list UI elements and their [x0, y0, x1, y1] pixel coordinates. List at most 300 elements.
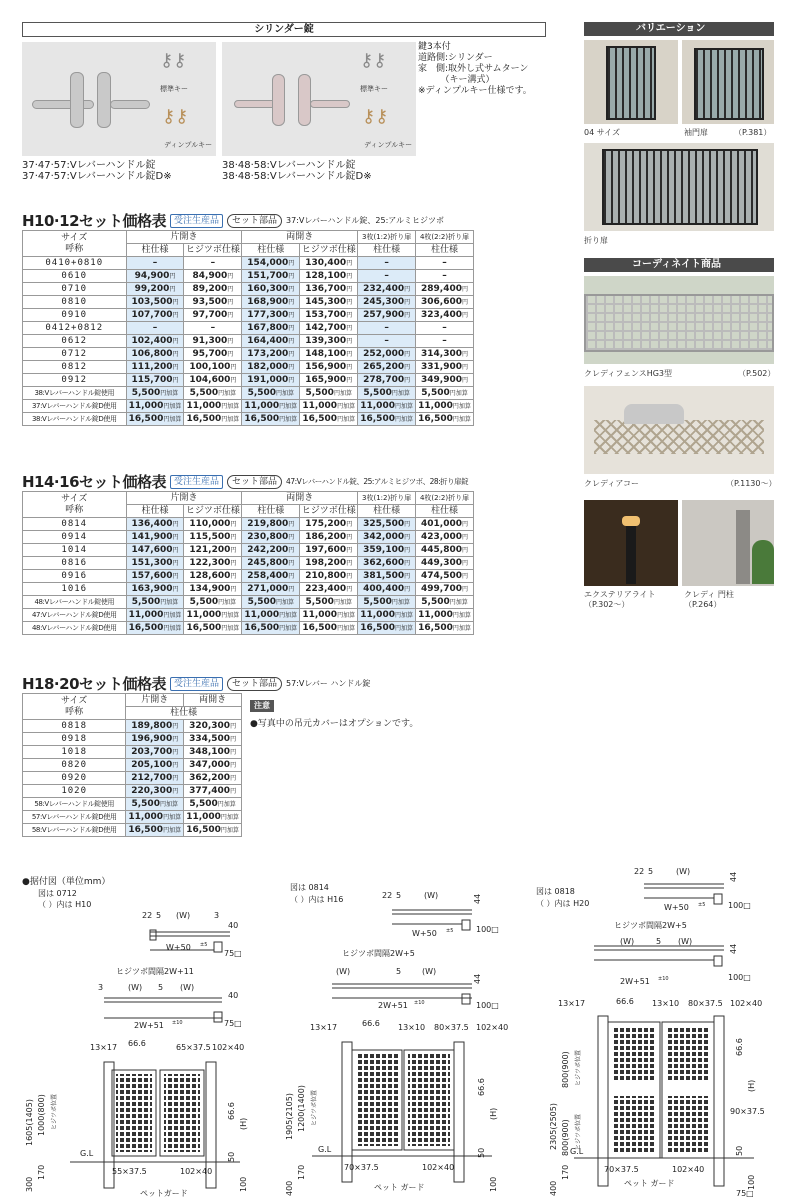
option-price-cell: 5,500円加算: [300, 387, 358, 400]
price-cell: 173,200円: [242, 348, 300, 361]
pet-guard-label: ペットガード: [140, 1189, 188, 1198]
table-row: [23, 296, 474, 309]
variation-folding-gate-image: [584, 143, 774, 231]
made-to-order-badge: 受注生産品: [170, 677, 223, 691]
size-code-cell: 0710: [23, 283, 127, 296]
price-cell: 91,300円: [184, 335, 242, 348]
option-label-cell: 48:Vレバーハンドル錠使用: [23, 596, 127, 609]
light-post-icon: [626, 520, 636, 584]
dim-65x37: 65×37.5: [176, 1043, 211, 1052]
variation-heading: バリエーション: [584, 22, 774, 36]
gate-post-icon: [736, 510, 750, 584]
table-row: [23, 772, 242, 785]
option-price-cell: 11,000円加算: [416, 400, 474, 413]
price-cell: 164,400円: [242, 335, 300, 348]
price-cell: 139,300円: [300, 335, 358, 348]
option-price-cell: 5,500円加算: [242, 596, 300, 609]
dimple-key-icon: ⚷⚷: [162, 106, 189, 127]
table-row: [23, 733, 242, 746]
price-cell: 401,000円: [416, 518, 474, 531]
size-code-cell: 0712: [23, 348, 127, 361]
note-text: ●写真中の吊元カバーはオプションです。: [250, 719, 419, 729]
post-spec-header: 柱仕様: [416, 505, 474, 518]
size-header: サイズ 呼称: [23, 492, 127, 518]
option-price-cell: 5,500円加算: [358, 387, 416, 400]
dim-height-total: 1605(1405): [25, 1099, 34, 1146]
price-cell: 423,000円: [416, 531, 474, 544]
option-price-cell: 11,000円加算: [126, 811, 184, 824]
post-spec-header: 柱仕様: [126, 707, 242, 720]
option-price-cell: 16,500円加算: [416, 413, 474, 426]
dim-75sq: 75□: [736, 1189, 754, 1198]
table-row: [23, 759, 242, 772]
dim-44b: 44: [473, 973, 482, 984]
dim-66-right: 66.6: [735, 1038, 744, 1056]
dimple-key-label: ディンプルキー: [164, 141, 213, 149]
price-cell: 245,800円: [242, 557, 300, 570]
fold3-header: 3枚(1:2)折り扉: [358, 231, 416, 244]
variation-side-gate-label: 袖門扉: [684, 128, 708, 137]
hinge-position-label: ヒジツボ位置: [575, 1049, 582, 1086]
option-price-cell: 5,500円加算: [416, 596, 474, 609]
price-cell: 147,600円: [126, 544, 184, 557]
table-row: [23, 335, 474, 348]
option-price-cell: 5,500円加算: [184, 596, 242, 609]
price-cell: 128,600円: [184, 570, 242, 583]
price-cell: 223,400円: [300, 583, 358, 596]
made-to-order-badge: 受注生産品: [170, 475, 223, 489]
option-price-cell: 11,000円加算: [126, 609, 184, 622]
hinge-spec-header: ヒジツボ仕様: [185, 505, 240, 516]
option-row: [23, 387, 474, 400]
price-cell: –: [358, 322, 416, 335]
price-cell: 342,000円: [358, 531, 416, 544]
option-label-cell: 38:Vレバーハンドル錠D使用: [23, 413, 127, 426]
dim-100sq-b: 100□: [476, 1001, 499, 1010]
dimple-key-icon: ⚷⚷: [362, 106, 389, 127]
dim-100sq: 100□: [728, 901, 751, 910]
dim-66: 66.6: [362, 1019, 380, 1028]
option-price-cell: 5,500円加算: [126, 596, 184, 609]
price-cell: 167,800円: [242, 322, 300, 335]
table-row: [23, 557, 474, 570]
dim-w50: W+50: [412, 929, 437, 938]
dim-102x40: 102×40: [476, 1023, 509, 1032]
price-cell: –: [416, 270, 474, 283]
price-cell: 289,400円: [416, 283, 474, 296]
dim-2w51: 2W+51: [378, 1001, 408, 1010]
price-cell: 136,700円: [300, 283, 358, 296]
gate-panel-icon: [602, 149, 758, 225]
price-cell: 128,100円: [300, 270, 358, 283]
price-cell: 265,200円: [358, 361, 416, 374]
option-row: [23, 811, 242, 824]
price-cell: 325,500円: [358, 518, 416, 531]
credi-accordion-label: クレディアコー: [584, 479, 639, 488]
price-cell: 205,100円: [126, 759, 184, 772]
size-code-cell: 1020: [23, 785, 126, 798]
price-cell: 177,300円: [242, 309, 300, 322]
dim-102x40: 102×40: [212, 1043, 245, 1052]
dim-tol2: ±10: [172, 1020, 183, 1026]
price-cell: 212,700円: [126, 772, 184, 785]
price-cell: 331,900円: [416, 361, 474, 374]
price-cell: 121,200円: [184, 544, 242, 557]
coordinate-heading: コーディネイト商品: [584, 258, 774, 272]
option-price-cell: 11,000円加算: [358, 400, 416, 413]
table-row: [23, 283, 474, 296]
installation-drawing-h10: [0, 880, 262, 1202]
installation-drawing-h20: [524, 860, 786, 1202]
table-row: [23, 720, 242, 733]
post-spec-header: 柱仕様: [358, 505, 416, 518]
dim-hinge-pitch: ヒジツボ間隔2W+5: [614, 921, 687, 930]
dim-w50: W+50: [166, 943, 191, 952]
dim-400: 400: [549, 1180, 558, 1196]
dim-height-upper: 800(900): [561, 1051, 570, 1088]
price-cell: 154,000円: [242, 257, 300, 270]
dim-50: 50: [735, 1145, 744, 1156]
price-cell: 99,200円: [126, 283, 184, 296]
option-price-cell: 5,500円加算: [126, 387, 184, 400]
table-row: [23, 270, 474, 283]
post-spec-header: 柱仕様: [126, 505, 184, 518]
hinge-spec-header: ヒジツボ仕様: [301, 244, 356, 255]
fig-label: 図は 0814: [290, 883, 329, 892]
price-cell: 141,900円: [126, 531, 184, 544]
dim-75sq: 75□: [224, 949, 242, 958]
dim-44: 44: [473, 893, 482, 904]
gate-post-label: クレディ 門柱 （P.264）: [684, 590, 734, 609]
single-swing-header: 片開き: [126, 231, 242, 244]
dim-66-right: 66.6: [227, 1102, 236, 1120]
dim-5: 5: [156, 911, 162, 920]
dim-70x37: 70×37.5: [604, 1165, 639, 1174]
price-cell: 165,900円: [300, 374, 358, 387]
dim-tol: ±5: [698, 902, 706, 908]
post-spec-header: 柱仕様: [358, 244, 416, 257]
table-row: [23, 746, 242, 759]
price-cell: 349,900円: [416, 374, 474, 387]
variation-side-gate-image: [682, 40, 774, 124]
price-cell: 156,900円: [300, 361, 358, 374]
dim-w-left: (W): [336, 967, 351, 976]
option-price-cell: 5,500円加算: [184, 387, 242, 400]
dim-170: 170: [561, 1164, 570, 1180]
h10-price-table: [22, 230, 474, 426]
dim-3b: 3: [98, 983, 104, 992]
price-cell: 134,900円: [184, 583, 242, 596]
dim-height-lower: 800(900): [561, 1119, 570, 1156]
size-code-cell: 0914: [23, 531, 127, 544]
option-price-cell: 5,500円加算: [242, 387, 300, 400]
table-row: [23, 518, 474, 531]
option-row: [23, 596, 474, 609]
table-row: [23, 531, 474, 544]
option-price-cell: 16,500円加算: [184, 622, 242, 635]
dim-400: 400: [285, 1180, 294, 1196]
post-spec-header: 柱仕様: [242, 505, 300, 518]
option-price-cell: 16,500円加算: [358, 622, 416, 635]
size-code-cell: 0612: [23, 335, 127, 348]
set-parts-badge: セット部品: [227, 214, 282, 228]
price-cell: 110,000円: [184, 518, 242, 531]
double-swing-header: 両開き: [242, 231, 358, 244]
price-cell: –: [126, 257, 184, 270]
dim-13x10: 13×10: [398, 1023, 426, 1032]
dim-5b: 5: [656, 937, 662, 946]
price-cell: –: [184, 322, 242, 335]
option-price-cell: 16,500円加算: [416, 622, 474, 635]
dimple-key-label: ディンプルキー: [364, 141, 413, 149]
thumb-turn-icon: [298, 74, 311, 126]
option-price-cell: 11,000円加算: [416, 609, 474, 622]
option-price-cell: 5,500円加算: [300, 596, 358, 609]
dim-13x17: 13×17: [310, 1023, 338, 1032]
dim-hinge-pitch: ヒジツボ間隔2W+11: [116, 967, 194, 976]
dim-50: 50: [227, 1151, 236, 1162]
price-cell: 232,400円: [358, 283, 416, 296]
caption-right: 38·48·58:Vレバーハンドル錠 38·48·58:Vレバーハンドル錠D※: [222, 160, 372, 182]
gate-panel-icon: [606, 46, 656, 120]
size-code-cell: 0814: [23, 518, 127, 531]
price-cell: 278,700円: [358, 374, 416, 387]
dim-h: (H): [747, 1079, 756, 1092]
h10-title: H10·12セット価格表: [22, 212, 167, 230]
price-cell: 151,300円: [126, 557, 184, 570]
light-glow-icon: [622, 516, 640, 526]
lever-handle-icon: [310, 100, 350, 108]
dim-w: (W): [676, 867, 691, 876]
size-code-cell: 1014: [23, 544, 127, 557]
price-cell: 97,700円: [184, 309, 242, 322]
price-cell: 334,500円: [184, 733, 242, 746]
dim-102x40: 102×40: [730, 999, 763, 1008]
escutcheon-icon: [272, 74, 285, 126]
price-cell: 474,500円: [416, 570, 474, 583]
dim-102x40-b: 102×40: [422, 1163, 455, 1172]
dim-66: 66.6: [128, 1039, 146, 1048]
set-parts-note: 47:Vレバーハンドル錠、25:アルミヒジツボ、28:折り扉錠: [286, 477, 469, 486]
price-cell: –: [416, 257, 474, 270]
price-cell: 230,800円: [242, 531, 300, 544]
set-parts-note: 57:Vレバー ハンドル錠: [286, 679, 371, 688]
dim-170: 170: [297, 1164, 306, 1180]
dim-tol: ±5: [446, 928, 454, 934]
option-price-cell: 11,000円加算: [184, 609, 242, 622]
price-cell: 106,800円: [126, 348, 184, 361]
pet-guard-label: ペット ガード: [624, 1179, 675, 1188]
size-code-cell: 0810: [23, 296, 127, 309]
single-swing-header: 片開き: [126, 694, 184, 707]
accordion-gate-icon: [594, 420, 764, 454]
option-price-cell: 16,500円加算: [242, 413, 300, 426]
dim-w-right: (W): [678, 937, 693, 946]
variation-04-size-image: [584, 40, 678, 124]
price-cell: 348,100円: [184, 746, 242, 759]
dim-w-right: (W): [180, 983, 195, 992]
fence-icon: [584, 294, 774, 352]
dim-80x37: 80×37.5: [434, 1023, 469, 1032]
price-cell: –: [184, 257, 242, 270]
price-cell: 145,300円: [300, 296, 358, 309]
price-cell: 362,200円: [184, 772, 242, 785]
dim-hinge-pitch: ヒジツボ間隔2W+5: [342, 949, 415, 958]
dim-height-total: 2305(2505): [549, 1103, 558, 1150]
single-swing-header: 片開き: [126, 492, 242, 505]
price-cell: 142,700円: [300, 322, 358, 335]
h14-price-table: [22, 491, 474, 635]
price-cell: 151,700円: [242, 270, 300, 283]
table-row: [23, 322, 474, 335]
dim-w-right: (W): [422, 967, 437, 976]
price-cell: 153,700円: [300, 309, 358, 322]
option-price-cell: 11,000円加算: [184, 400, 242, 413]
price-cell: 196,900円: [126, 733, 184, 746]
standard-key-label: 標準キー: [160, 85, 188, 93]
option-row: [23, 609, 474, 622]
price-cell: 359,100円: [358, 544, 416, 557]
option-price-cell: 16,500円加算: [300, 413, 358, 426]
option-label-cell: 38:Vレバーハンドル錠使用: [23, 387, 127, 400]
price-cell: 219,800円: [242, 518, 300, 531]
option-row: [23, 413, 474, 426]
post-spec-header: 柱仕様: [126, 244, 184, 257]
dim-22: 22: [142, 911, 153, 920]
price-cell: 122,300円: [184, 557, 242, 570]
option-label-cell: 48:Vレバーハンドル錠D使用: [23, 622, 127, 635]
price-cell: 314,300円: [416, 348, 474, 361]
hinge-spec-header: ヒジツボ仕様: [301, 505, 356, 516]
exterior-light-label: エクステリアライト （P.302～）: [584, 590, 656, 609]
dim-100sq-b: 100□: [728, 973, 751, 982]
price-cell: 94,900円: [126, 270, 184, 283]
h14-header: [22, 471, 468, 492]
size-code-cell: 0920: [23, 772, 126, 785]
gl-label: G.L: [318, 1145, 332, 1154]
dim-102x40-b: 102×40: [672, 1165, 705, 1174]
dim-55x37: 55×37.5: [112, 1167, 147, 1176]
dim-22: 22: [634, 867, 645, 876]
hinge-position-label: ヒジツボ位置: [311, 1089, 318, 1126]
option-label-cell: 58:Vレバーハンドル錠使用: [23, 798, 126, 811]
gl-label: G.L: [80, 1149, 94, 1158]
fig-label: 図は 0712: [38, 889, 77, 898]
dim-w: (W): [424, 891, 439, 900]
option-price-cell: 16,500円加算: [300, 622, 358, 635]
h18-price-table: [22, 693, 242, 837]
dim-100sq: 100□: [476, 925, 499, 934]
price-cell: 111,200円: [126, 361, 184, 374]
price-cell: –: [416, 335, 474, 348]
price-cell: 95,700円: [184, 348, 242, 361]
car-icon: [624, 404, 684, 424]
price-cell: –: [126, 322, 184, 335]
pet-guard-label: ペット ガード: [374, 1183, 425, 1192]
size-code-cell: 0812: [23, 361, 127, 374]
table-row: [23, 570, 474, 583]
dim-44: 44: [729, 871, 738, 882]
price-cell: –: [358, 257, 416, 270]
dim-2w51: 2W+51: [620, 977, 650, 986]
thumb-turn-icon: [97, 72, 111, 128]
option-price-cell: 11,000円加算: [126, 400, 184, 413]
table-row: [23, 544, 474, 557]
set-parts-badge: セット部品: [227, 677, 282, 691]
size-code-cell: 1018: [23, 746, 126, 759]
price-cell: 203,700円: [126, 746, 184, 759]
fold3-header: 3枚(1:2)折り扉: [358, 492, 416, 505]
price-cell: 242,200円: [242, 544, 300, 557]
set-parts-note: 37:Vレバーハンドル錠、25:アルミヒジツボ: [286, 216, 444, 225]
price-cell: 499,700円: [416, 583, 474, 596]
credi-accordion-page: （P.1130～）: [726, 479, 777, 488]
h18-title: H18·20セット価格表: [22, 675, 167, 693]
option-price-cell: 5,500円加算: [126, 798, 184, 811]
dim-40: 40: [228, 921, 239, 930]
dim-height-gate: 1000(800): [37, 1094, 46, 1136]
double-swing-header: 両開き: [184, 694, 242, 707]
dim-40b: 40: [228, 991, 239, 1000]
hinge-position-label: ヒジツボ位置: [51, 1093, 58, 1130]
dim-13x17: 13×17: [558, 999, 586, 1008]
option-price-cell: 11,000円加算: [358, 609, 416, 622]
option-price-cell: 16,500円加算: [126, 622, 184, 635]
option-price-cell: 11,000円加算: [242, 609, 300, 622]
hinge-spec-header: ヒジツボ仕様: [185, 244, 240, 255]
size-code-cell: 0610: [23, 270, 127, 283]
dim-100: 100: [747, 1174, 756, 1190]
size-header: サイズ 呼称: [23, 694, 126, 720]
dim-2w51: 2W+51: [134, 1021, 164, 1030]
size-code-cell: 0818: [23, 720, 126, 733]
size-code-cell: 0816: [23, 557, 127, 570]
size-code-cell: 0912: [23, 374, 127, 387]
dim-100: 100: [489, 1176, 498, 1192]
price-cell: 445,800円: [416, 544, 474, 557]
lever-handle-photo-left: [22, 42, 216, 156]
option-price-cell: 11,000円加算: [300, 609, 358, 622]
table-row: [23, 785, 242, 798]
dim-170: 170: [37, 1164, 46, 1180]
option-price-cell: 16,500円加算: [184, 824, 242, 837]
h14-title: H14·16セット価格表: [22, 473, 167, 491]
dim-height-gate: 1200(1400): [297, 1085, 306, 1132]
price-cell: 198,200円: [300, 557, 358, 570]
dim-102x40-b: 102×40: [180, 1167, 213, 1176]
price-cell: 245,300円: [358, 296, 416, 309]
option-row: [23, 798, 242, 811]
note-heading: 注意: [250, 700, 274, 712]
option-label-cell: 58:Vレバーハンドル錠D使用: [23, 824, 126, 837]
dim-3: 3: [214, 911, 220, 920]
price-cell: 210,800円: [300, 570, 358, 583]
price-cell: 186,200円: [300, 531, 358, 544]
price-cell: 89,200円: [184, 283, 242, 296]
plant-icon: [752, 540, 774, 584]
dim-66-right: 66.6: [477, 1078, 486, 1096]
option-label-cell: 37:Vレバーハンドル錠D使用: [23, 400, 127, 413]
dim-75sq-b: 75□: [224, 1019, 242, 1028]
price-cell: 381,500円: [358, 570, 416, 583]
option-row: [23, 622, 474, 635]
gate-post-image: [682, 500, 774, 586]
dim-90x37: 90×37.5: [730, 1107, 765, 1116]
h10-header: [22, 210, 444, 231]
price-cell: 323,400円: [416, 309, 474, 322]
price-cell: 197,600円: [300, 544, 358, 557]
dim-100: 100: [239, 1176, 248, 1192]
